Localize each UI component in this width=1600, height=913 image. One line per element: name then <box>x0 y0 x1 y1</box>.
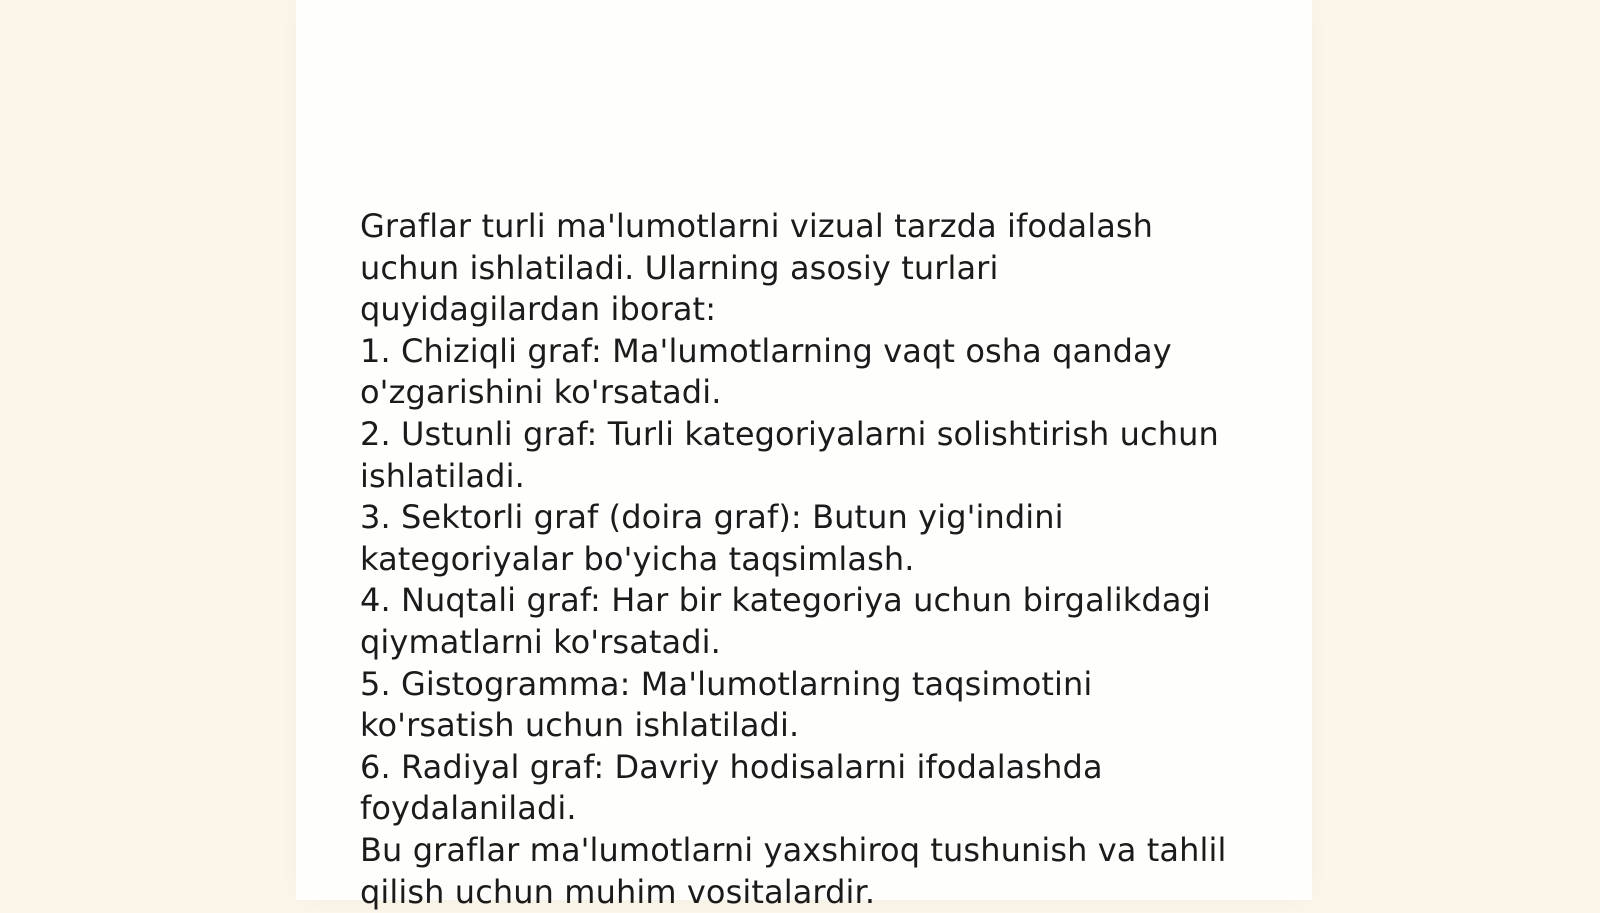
document-line-7: ishlatiladi. <box>360 456 1290 498</box>
document-line-15: foydalaniladi. <box>360 788 1290 830</box>
document-line-10: 4. Nuqtali graf: Har bir kategoriya uchun birgalikdagi <box>360 580 1290 622</box>
document-line-6: 2. Ustunli graf: Turli kategoriyalarni solishtirish uchun <box>360 414 1290 456</box>
document-line-1: Graflar turli ma'lumotlarni vizual tarzda ifodalash <box>360 206 1290 248</box>
document-line-12: 5. Gistogramma: Ma'lumotlarning taqsimotini <box>360 664 1290 706</box>
document-line-11: qiymatlarni ko'rsatadi. <box>360 622 1290 664</box>
document-line-17: qilish uchun muhim vositalardir. <box>360 872 1290 913</box>
document-line-4: 1. Chiziqli graf: Ma'lumotlarning vaqt osha qanday <box>360 331 1290 373</box>
document-body <box>360 206 1290 913</box>
document-line-3: quyidagilardan iborat: <box>360 289 1290 331</box>
document-line-5: o'zgarishini ko'rsatadi. <box>360 372 1290 414</box>
document-line-16: Bu graflar ma'lumotlarni yaxshiroq tushunish va tahlil <box>360 830 1290 872</box>
document-line-14: 6. Radiyal graf: Davriy hodisalarni ifodalashda <box>360 747 1290 789</box>
document-line-8: 3. Sektorli graf (doira graf): Butun yig'indini <box>360 497 1290 539</box>
document-line-13: ko'rsatish uchun ishlatiladi. <box>360 705 1290 747</box>
document-line-9: kategoriyalar bo'yicha taqsimlash. <box>360 539 1290 581</box>
document-line-2: uchun ishlatiladi. Ularning asosiy turlari <box>360 248 1290 290</box>
